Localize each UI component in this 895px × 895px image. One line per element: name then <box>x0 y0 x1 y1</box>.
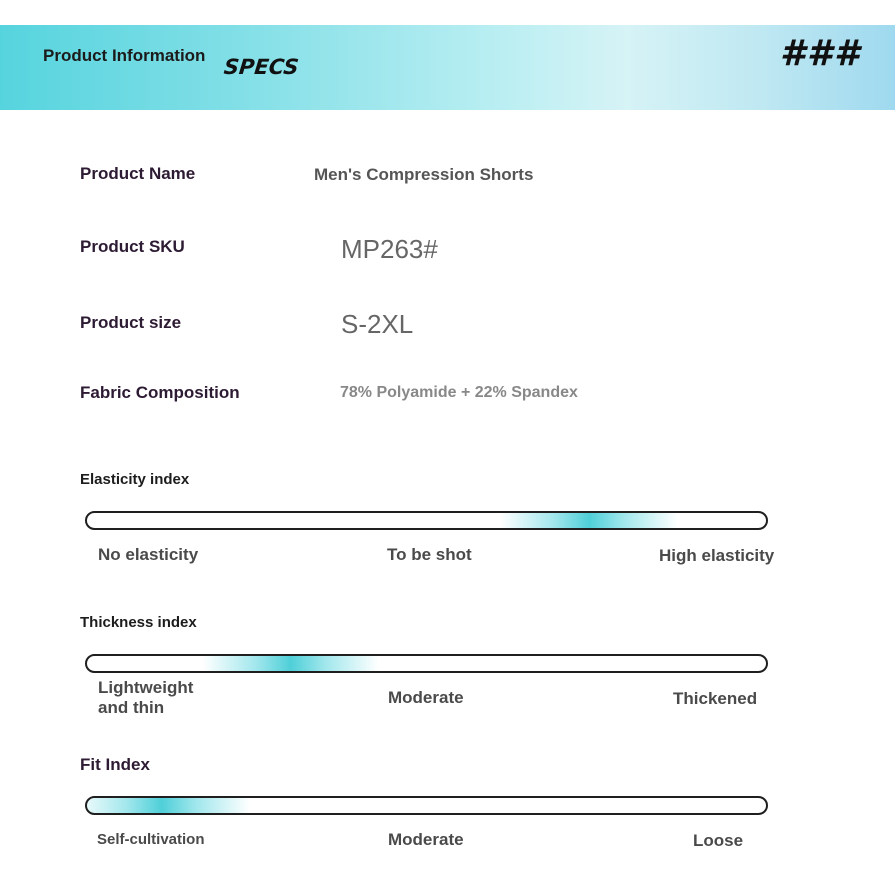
thickness-high-label: Thickened <box>673 689 758 708</box>
header-banner <box>0 25 895 110</box>
banner-title: Product Information <box>43 46 206 65</box>
elasticity-index-title: Elasticity index <box>80 471 190 488</box>
fit-index-marker <box>85 798 250 813</box>
fit-low-label: Self-cultivation <box>97 831 205 848</box>
elasticity-index-bar <box>85 511 768 530</box>
thickness-mid-label: Moderate <box>388 688 464 707</box>
thickness-index-marker <box>202 656 379 671</box>
product-sku-label: Product SKU <box>80 237 185 256</box>
thickness-index-title: Thickness index <box>80 614 197 631</box>
product-sku-value: MP263# <box>341 234 438 264</box>
product-size-label: Product size <box>80 313 182 332</box>
thickness-low-label: Lightweight and thin <box>98 678 194 717</box>
fabric-composition-value: 78% Polyamide + 22% Spandex <box>340 384 578 401</box>
fit-index-bar <box>85 796 768 815</box>
elasticity-index-marker <box>501 513 678 528</box>
product-name-label: Product Name <box>80 164 196 183</box>
hash-mark: ### <box>780 33 862 74</box>
fit-mid-label: Moderate <box>388 830 464 849</box>
elasticity-low-label: No elasticity <box>98 545 199 564</box>
elasticity-high-label: High elasticity <box>659 546 775 565</box>
thickness-index-bar <box>85 654 768 673</box>
elasticity-mid-label: To be shot <box>387 545 472 564</box>
fit-high-label: Loose <box>693 831 744 850</box>
product-size-value: S-2XL <box>341 309 414 339</box>
product-name-value: Men's Compression Shorts <box>314 165 534 184</box>
fabric-composition-label: Fabric Composition <box>80 383 240 402</box>
specs-logo: SPECS <box>222 55 300 79</box>
fit-index-title: Fit Index <box>80 755 150 774</box>
